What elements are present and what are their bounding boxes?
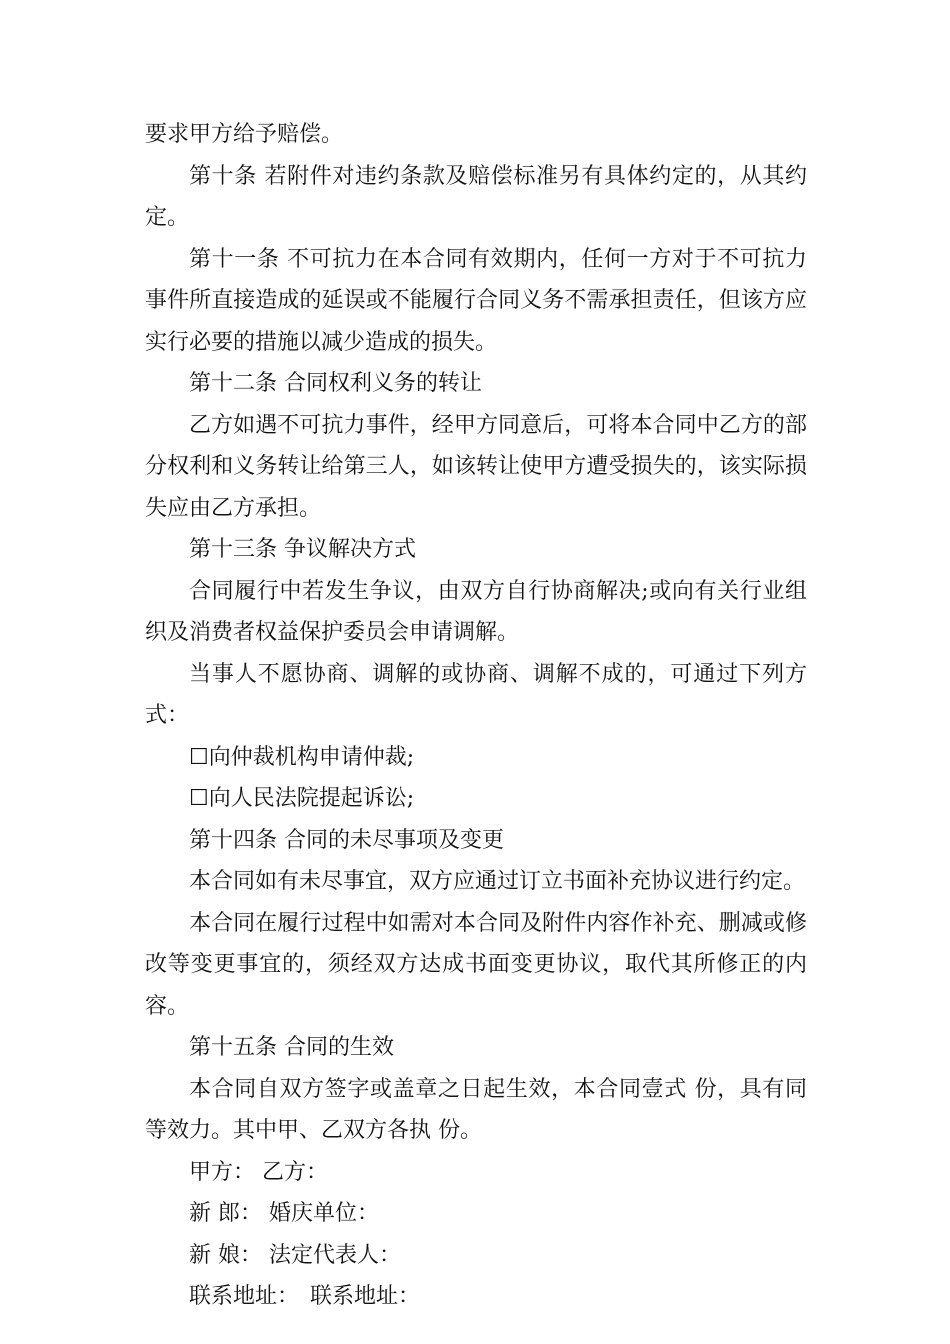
- article-15-heading: 第十五条 合同的生效: [189, 1035, 394, 1060]
- signature-bride-line: 新 娘： 法定代表人：: [189, 1242, 401, 1268]
- article-12-heading: 第十二条 合同权利义务的转让: [189, 371, 482, 396]
- article-15-body: 本合同自双方签字或盖章之日起生效，本合同壹式 份，具有同等效力。其中甲、乙双方各执 份。: [145, 1076, 807, 1143]
- signature-groom-line: 新 郎： 婚庆单位：: [189, 1201, 379, 1226]
- article-13-options-intro: 当事人不愿协商、调解的或协商、调解不成的，可通过下列方式：: [145, 661, 807, 728]
- option-arbitration: ☐向仲裁机构申请仲裁;: [189, 744, 415, 770]
- signature-address-line: 联系地址： 联系地址：: [189, 1284, 421, 1309]
- article-10: 第十条 若附件对违约条款及赔偿标准另有具体约定的，从其约定。: [145, 163, 807, 230]
- article-14-body-2: 本合同在履行过程中如需对本合同及附件内容作补充、删减或修改等变更事宜的，须经双方达成书面变更协议，取代其所修正的内容。: [145, 910, 807, 1019]
- paragraph-compensation-continued: 要求甲方给予赔偿。: [145, 122, 344, 147]
- article-13-body: 合同履行中若发生争议，由双方自行协商解决;或向有关行业组织及消费者权益保护委员会申请调解。: [145, 578, 807, 645]
- signature-party-line: 甲方： 乙方：: [189, 1159, 328, 1185]
- article-11-force-majeure: 第十一条 不可抗力在本合同有效期内，任何一方对于不可抗力事件所直接造成的延误或不能履行合同义务不需承担责任，但该方应实行必要的措施以减少造成的损失。: [145, 246, 807, 355]
- article-14-body-1: 本合同如有未尽事宜，双方应通过订立书面补充协议进行约定。: [189, 869, 806, 894]
- document-body: [145, 114, 807, 1318]
- option-litigation: ☐向人民法院提起诉讼;: [189, 786, 415, 811]
- article-13-heading: 第十三条 争议解决方式: [189, 537, 416, 562]
- article-12-body: 乙方如遇不可抗力事件，经甲方同意后，可将本合同中乙方的部分权利和义务转让给第三人，如该转让使甲方遭受损失的，该实际损失应由乙方承担。: [145, 412, 807, 521]
- article-14-heading: 第十四条 合同的未尽事项及变更: [189, 827, 504, 853]
